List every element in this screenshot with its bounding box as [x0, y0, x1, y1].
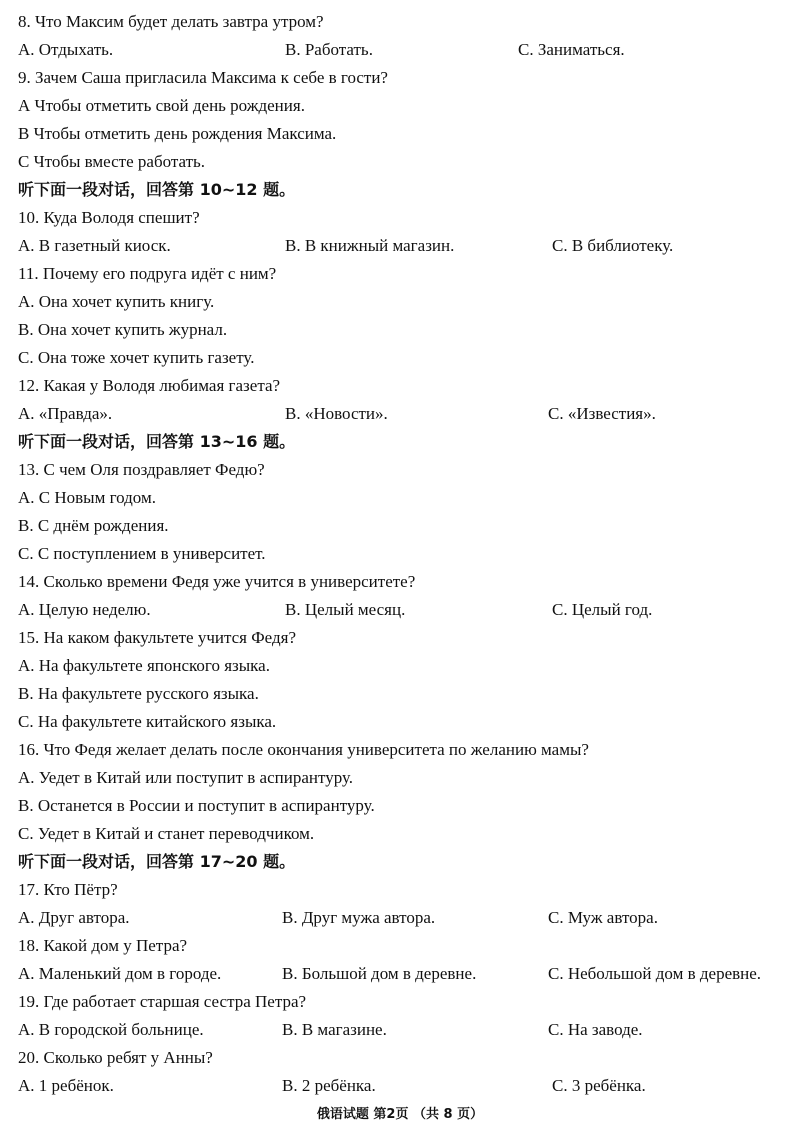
- q13-option-c: С. С поступлением в университет.: [18, 544, 266, 563]
- q19-option-c: С. На заводе.: [548, 1020, 643, 1039]
- q14-option-c: С. Целый год.: [552, 600, 653, 619]
- q20-option-c: С. 3 ребёнка.: [552, 1076, 646, 1095]
- q14-option-a: А. Целую неделю.: [18, 600, 151, 619]
- q11-option-c: С. Она тоже хочет купить газету.: [18, 348, 255, 367]
- q18-option-b: В. Большой дом в деревне.: [282, 964, 477, 983]
- question-13: 13. С чем Оля поздравляет Федю?: [18, 460, 265, 479]
- page-footer: 俄语试题 第2页 （共 8 页）: [316, 1107, 484, 1122]
- question-14: 14. Сколько времени Федя уже учится в университете?: [18, 572, 416, 591]
- section-heading-2: 听下面一段对话，回答第 13~16 题。: [18, 432, 296, 451]
- q10-option-b: В. В книжный магазин.: [285, 236, 455, 255]
- q15-option-a: А. На факультете японского языка.: [18, 656, 270, 675]
- q14-option-b: В. Целый месяц.: [285, 600, 406, 619]
- q9-option-b: В Чтобы отметить день рождения Максима.: [18, 124, 337, 143]
- q8-option-a: А. Отдыхать.: [18, 40, 114, 59]
- question-15: 15. На каком факультете учится Федя?: [18, 628, 296, 647]
- q16-option-b: В. Останется в России и поступит в аспирантуру.: [18, 796, 375, 815]
- question-12: 12. Какая у Володя любимая газета?: [18, 376, 281, 395]
- question-16: 16. Что Федя желает делать после окончания университета по желанию мамы?: [18, 740, 589, 759]
- q17-option-a: А. Друг автора.: [18, 908, 130, 927]
- q9-option-c: С Чтобы вместе работать.: [18, 152, 206, 171]
- q18-option-a: А. Маленький дом в городе.: [18, 964, 222, 983]
- q19-option-a: А. В городской больнице.: [18, 1020, 204, 1039]
- q10-option-c: С. В библиотеку.: [552, 236, 674, 255]
- q8-option-b: В. Работать.: [285, 40, 373, 59]
- q12-option-b: В. «Новости».: [285, 404, 388, 423]
- q13-option-b: В. С днём рождения.: [18, 516, 169, 535]
- q16-option-c: С. Уедет в Китай и станет переводчиком.: [18, 824, 315, 843]
- q8-option-c: С. Заниматься.: [518, 40, 625, 59]
- question-19: 19. Где работает старшая сестра Петра?: [18, 992, 307, 1011]
- q15-option-b: В. На факультете русского языка.: [18, 684, 259, 703]
- q18-option-c: С. Небольшой дом в деревне.: [548, 964, 762, 983]
- question-8: 8. Что Максим будет делать завтра утром?: [18, 12, 324, 31]
- question-10: 10. Куда Володя спешит?: [18, 208, 200, 227]
- section-heading-3: 听下面一段对话，回答第 17~20 题。: [18, 852, 296, 871]
- q12-option-c: С. «Известия».: [548, 404, 656, 423]
- q17-option-b: В. Друг мужа автора.: [282, 908, 436, 927]
- q13-option-a: А. С Новым годом.: [18, 488, 156, 507]
- question-18: 18. Какой дом у Петра?: [18, 936, 188, 955]
- question-17: 17. Кто Пётр?: [18, 880, 118, 899]
- q15-option-c: С. На факультете китайского языка.: [18, 712, 277, 731]
- q19-option-b: В. В магазине.: [282, 1020, 387, 1039]
- q20-option-a: А. 1 ребёнок.: [18, 1076, 114, 1095]
- question-11: 11. Почему его подруга идёт с ним?: [18, 264, 277, 283]
- q16-option-a: А. Уедет в Китай или поступит в аспирантуру.: [18, 768, 354, 787]
- q10-option-a: А. В газетный киоск.: [18, 236, 171, 255]
- q11-option-a: А. Она хочет купить книгу.: [18, 292, 215, 311]
- q17-option-c: С. Муж автора.: [548, 908, 658, 927]
- question-9: 9. Зачем Саша пригласила Максима к себе в гости?: [18, 68, 388, 87]
- q11-option-b: В. Она хочет купить журнал.: [18, 320, 228, 339]
- section-heading-1: 听下面一段对话，回答第 10~12 题。: [18, 180, 296, 199]
- question-20: 20. Сколько ребят у Анны?: [18, 1048, 213, 1067]
- q9-option-a: А Чтобы отметить свой день рождения.: [18, 96, 305, 115]
- q12-option-a: А. «Правда».: [18, 404, 113, 423]
- q20-option-b: В. 2 ребёнка.: [282, 1076, 376, 1095]
